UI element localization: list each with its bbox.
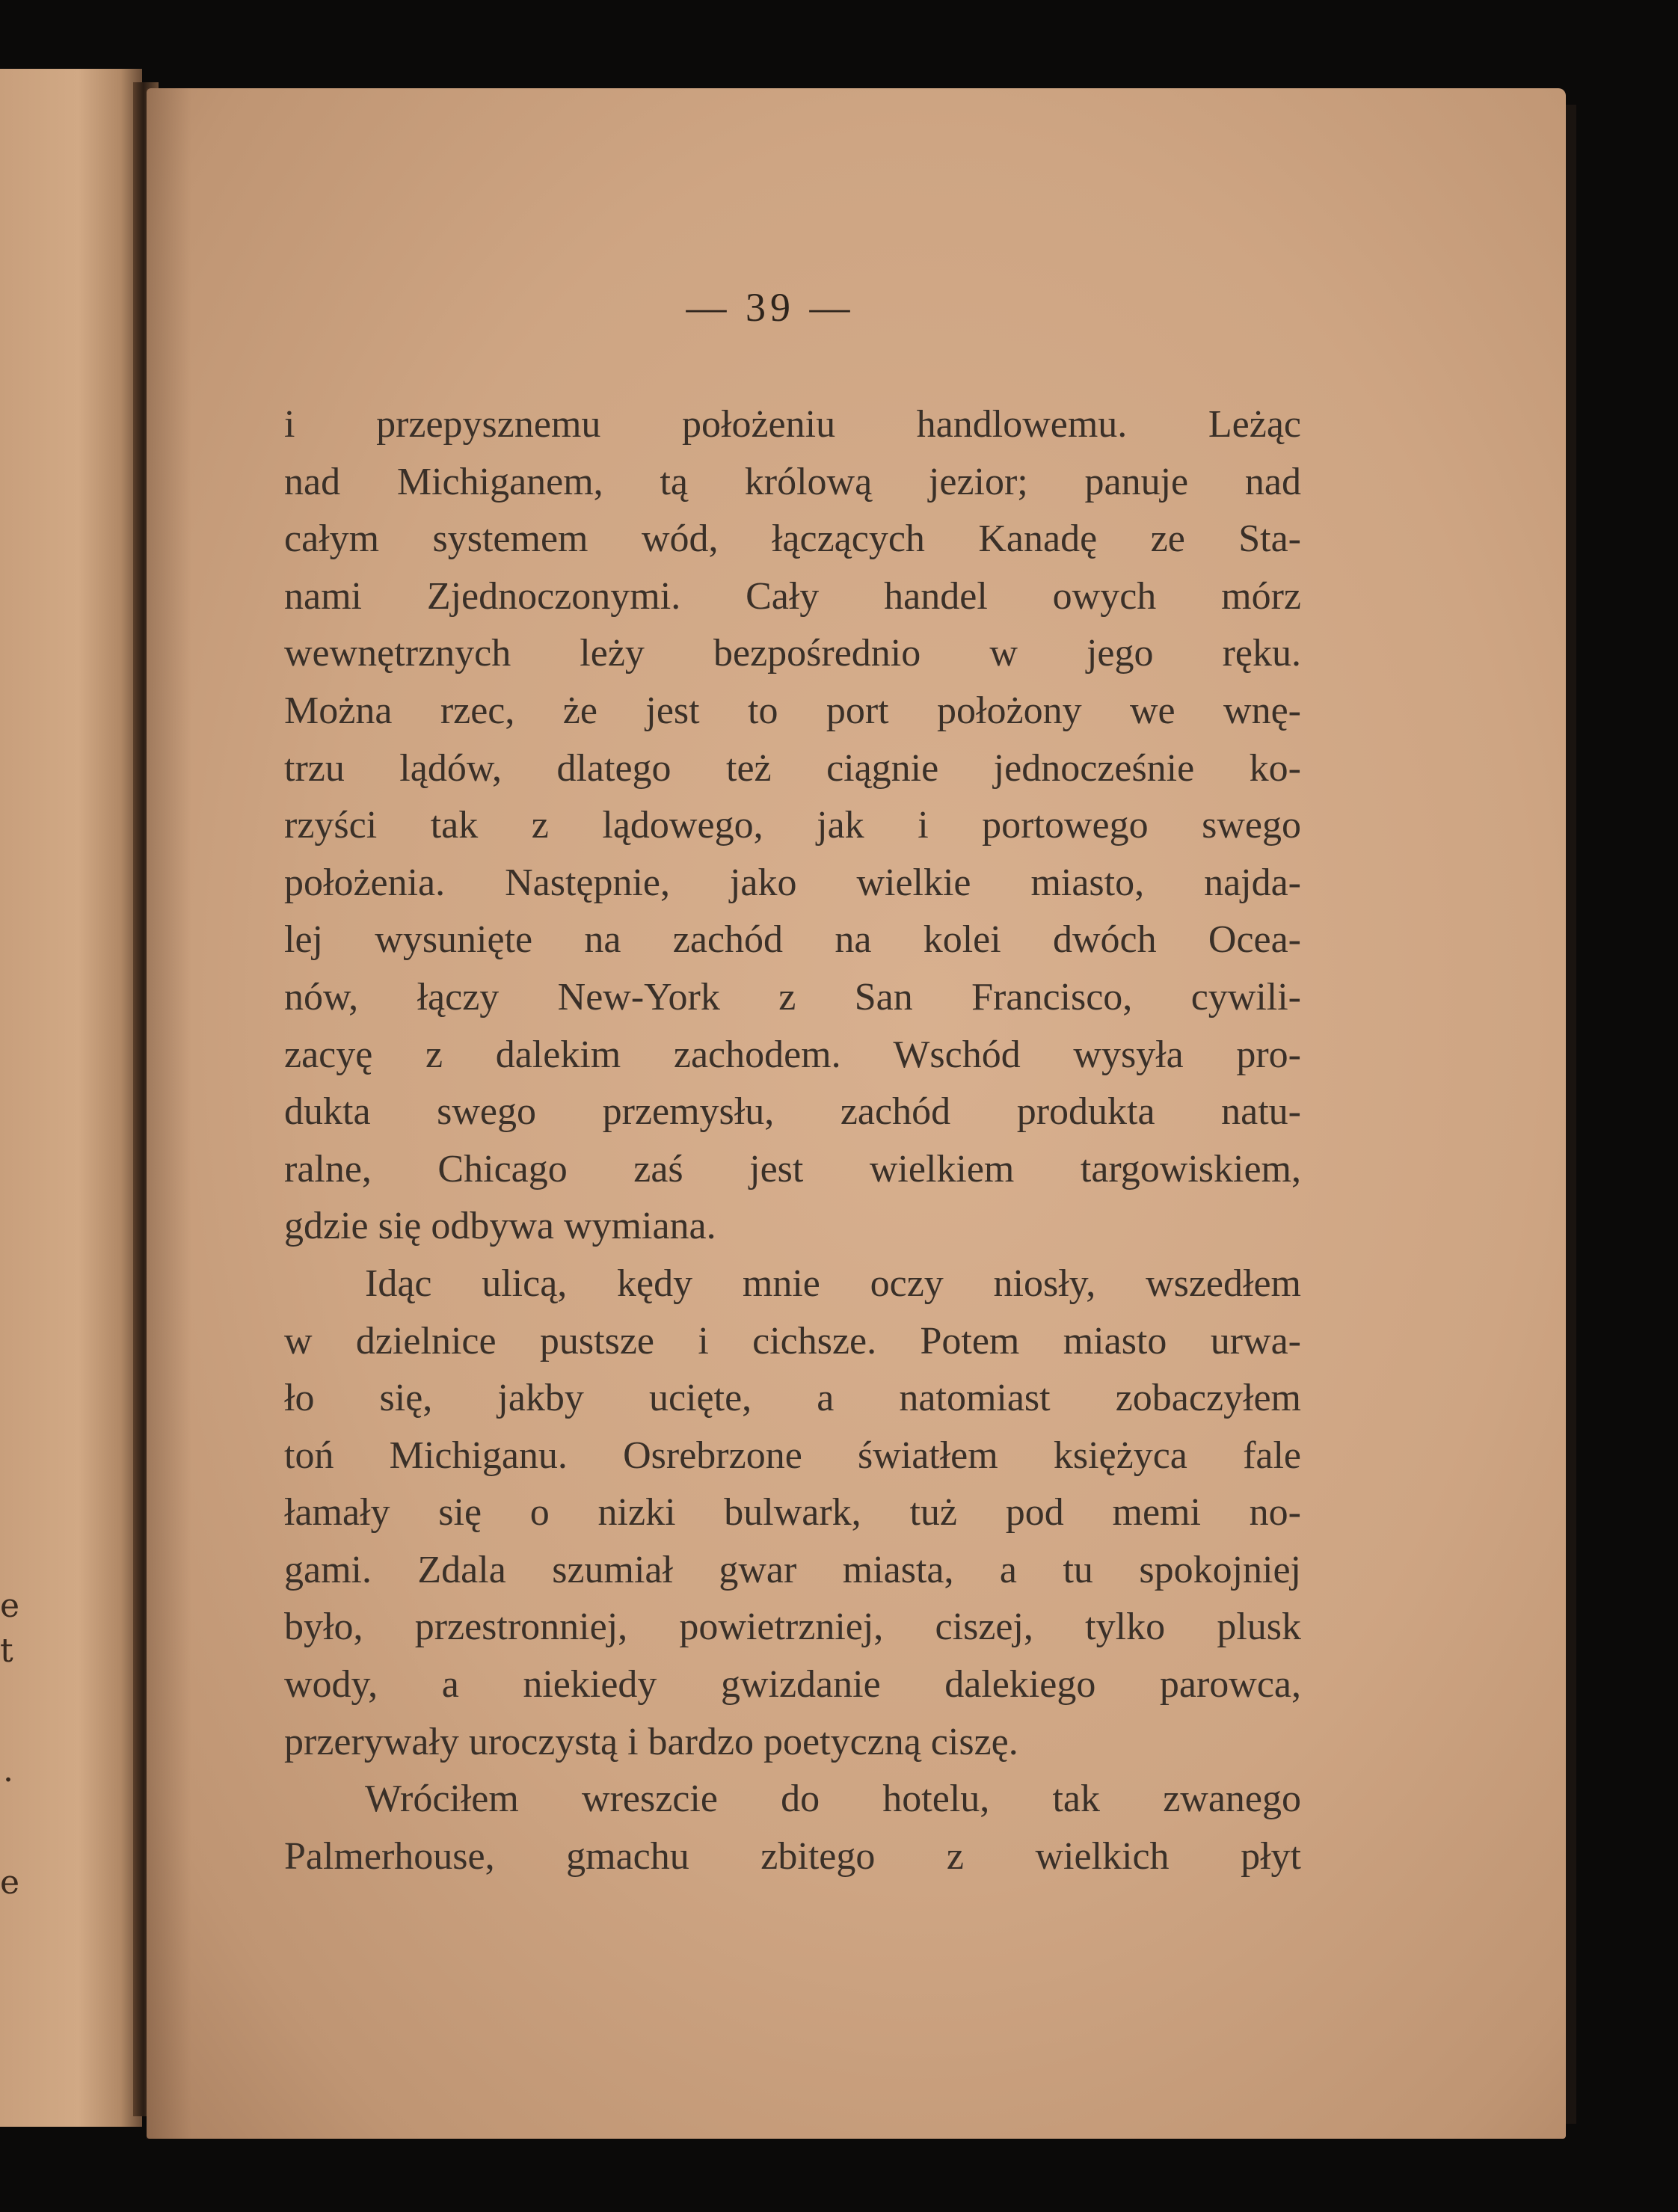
- left-page-fragment-char: t: [0, 1632, 13, 1670]
- text-line: łamały się o nizki bulwark, tuż pod memi no-: [284, 1491, 1301, 1534]
- left-page-fragment-char: .: [3, 1751, 13, 1789]
- text-line: położenia. Następnie, jako wielkie miasto, najda-: [284, 861, 1301, 904]
- text-line: było, przestronniej, powietrzniej, ciszej, tylko plusk: [284, 1606, 1301, 1649]
- text-line: zacyę z dalekim zachodem. Wschód wysyła pro-: [284, 1033, 1301, 1076]
- page-edge-shadow: [1566, 105, 1576, 2124]
- left-page-fragment-char: e: [0, 1587, 20, 1625]
- text-line: ło się, jakby ucięte, a natomiast zobaczyłem: [284, 1377, 1301, 1420]
- text-line: Idąc ulicą, kędy mnie oczy niosły, wszedłem: [365, 1262, 1301, 1305]
- text-line: przerywały uroczystą i bardzo poetyczną ciszę.: [284, 1720, 1018, 1763]
- page-number: — 39 —: [686, 285, 855, 330]
- body-text: [284, 396, 1301, 1885]
- text-line: dukta swego przemysłu, zachód produkta natu-: [284, 1090, 1301, 1134]
- text-line: i przepysznemu położeniu handlowemu. Leżąc: [284, 403, 1301, 446]
- text-line: w dzielnice pustsze i cichsze. Potem miasto urwa-: [284, 1319, 1301, 1362]
- text-line: toń Michiganu. Osrebrzone światłem księżyca fale: [284, 1434, 1301, 1477]
- text-line: Palmerhouse, gmachu zbitego z wielkich płyt: [284, 1834, 1301, 1878]
- text-line: gdzie się odbywa wymiana.: [284, 1205, 716, 1248]
- text-line: wody, a niekiedy gwizdanie dalekiego parowca,: [284, 1663, 1301, 1706]
- text-line: ralne, Chicago zaś jest wielkiem targowiskiem,: [284, 1147, 1301, 1191]
- left-page-fragment-char: e: [0, 1864, 20, 1902]
- text-line: trzu lądów, dlatego też ciągnie jednocześnie ko-: [284, 746, 1301, 790]
- text-line: nów, łączy New-York z San Francisco, cywili-: [284, 975, 1301, 1019]
- text-line: rzyści tak z lądowego, jak i portowego swego: [284, 804, 1301, 847]
- text-line: nami Zjednoczonymi. Cały handel owych mórz: [284, 574, 1301, 618]
- text-line: Wróciłem wreszcie do hotelu, tak zwanego: [365, 1778, 1301, 1821]
- text-line: Można rzec, że jest to port położony we wnę-: [284, 689, 1301, 732]
- text-line: gami. Zdala szumiał gwar miasta, a tu spokojniej: [284, 1548, 1301, 1591]
- text-line: całym systemem wód, łączących Kanadę ze Sta-: [284, 517, 1301, 561]
- text-line: nad Michiganem, tą królową jezior; panuje nad: [284, 460, 1301, 503]
- left-page-edge: [0, 69, 142, 2127]
- text-line: wewnętrznych leży bezpośrednio w jego ręku.: [284, 632, 1301, 675]
- text-line: lej wysunięte na zachód na kolei dwóch Ocea-: [284, 918, 1301, 962]
